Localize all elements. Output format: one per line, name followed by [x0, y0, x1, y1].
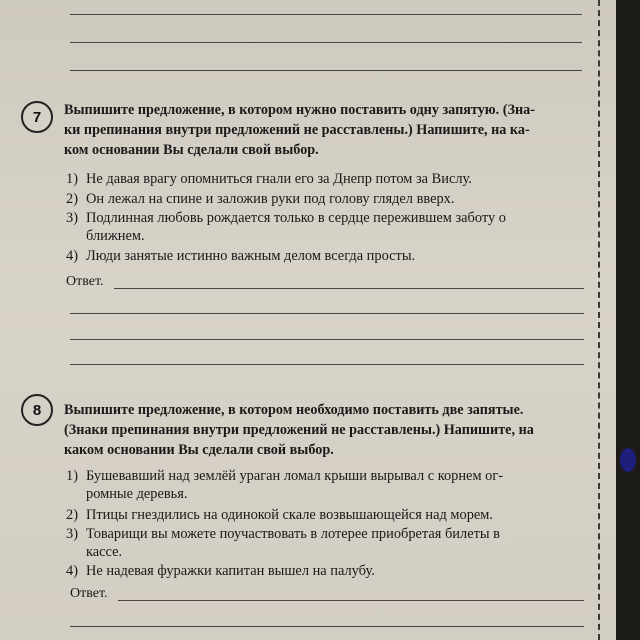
option-continuation: ближнем. [86, 228, 145, 244]
task-7-option-3 [66, 209, 584, 245]
option-text: Товарищи вы можете поучаствовать в лотерее приобретая билеты в [86, 526, 500, 542]
instruction-line: Выпишите предложение, в котором необходимо поставить две запятые. [64, 402, 524, 418]
option-continuation: кассе. [86, 544, 123, 560]
task-8-option-2 [66, 506, 584, 524]
answer-line [70, 14, 582, 15]
instruction-line: каком основании Вы сделали свой выбор. [64, 442, 334, 458]
option-number: 3) [66, 210, 78, 226]
option-number: 3) [66, 526, 78, 542]
task-7-answer-line[interactable] [70, 339, 584, 340]
option-text: Люди занятые истинно важным делом всегда просты. [86, 248, 416, 264]
option-text: Не надевая фуражки капитан вышел на палубу. [86, 563, 375, 579]
task-8-option-1 [66, 467, 584, 503]
option-number: 1) [66, 171, 78, 187]
instruction-line: (Знаки препинания внутри предложений не расставлены.) Напишите, на [64, 422, 534, 438]
task-7-answer-line[interactable] [70, 364, 584, 365]
task-7-answer-label: Ответ. [66, 274, 104, 289]
option-text: Он лежал на спине и заложив руки под голову глядел вверх. [86, 191, 455, 207]
option-text: Бушевавший над землёй ураган ломал крыши вырывал с корнем ог- [86, 468, 504, 484]
task-8-instruction [64, 400, 584, 460]
task-8-answer-label: Ответ. [70, 586, 108, 601]
option-continuation: ромные деревья. [86, 486, 188, 502]
option-text: Птицы гнездились на одинокой скале возвышающейся над морем. [86, 507, 494, 523]
option-number: 4) [66, 248, 78, 264]
option-text: Не давая врагу опомниться гнали его за Днепр потом за Вислу. [86, 171, 472, 187]
option-number: 2) [66, 507, 78, 523]
cut-line [598, 0, 600, 640]
instruction-line: Выпишите предложение, в котором нужно поставить одну запятую. (Зна- [64, 102, 535, 118]
task-8-option-3 [66, 525, 584, 561]
task-7-answer-line[interactable] [70, 313, 584, 314]
answer-line [70, 42, 582, 43]
task-7-answer-line[interactable] [114, 288, 584, 289]
task-8-option-4 [66, 562, 584, 580]
task-7-option-2 [66, 190, 584, 208]
option-number: 2) [66, 191, 78, 207]
task-8-number: 8 [21, 394, 53, 426]
task-7-option-4 [66, 247, 584, 265]
option-number: 1) [66, 468, 78, 484]
instruction-line: ком основании Вы сделали свой выбор. [64, 142, 319, 158]
task-7-number: 7 [21, 101, 53, 133]
ink-blot [620, 448, 636, 472]
instruction-line: ки препинания внутри предложений не расставлены.) Напишите, на ка- [64, 122, 530, 138]
answer-line [70, 70, 582, 71]
task-8-answer-line[interactable] [118, 600, 584, 601]
task-7-option-1 [66, 170, 584, 188]
task-7-instruction [64, 100, 584, 160]
option-text: Подлинная любовь рождается только в сердце пережившем заботу о [86, 210, 506, 226]
option-number: 4) [66, 563, 78, 579]
task-8-answer-line[interactable] [70, 626, 584, 627]
